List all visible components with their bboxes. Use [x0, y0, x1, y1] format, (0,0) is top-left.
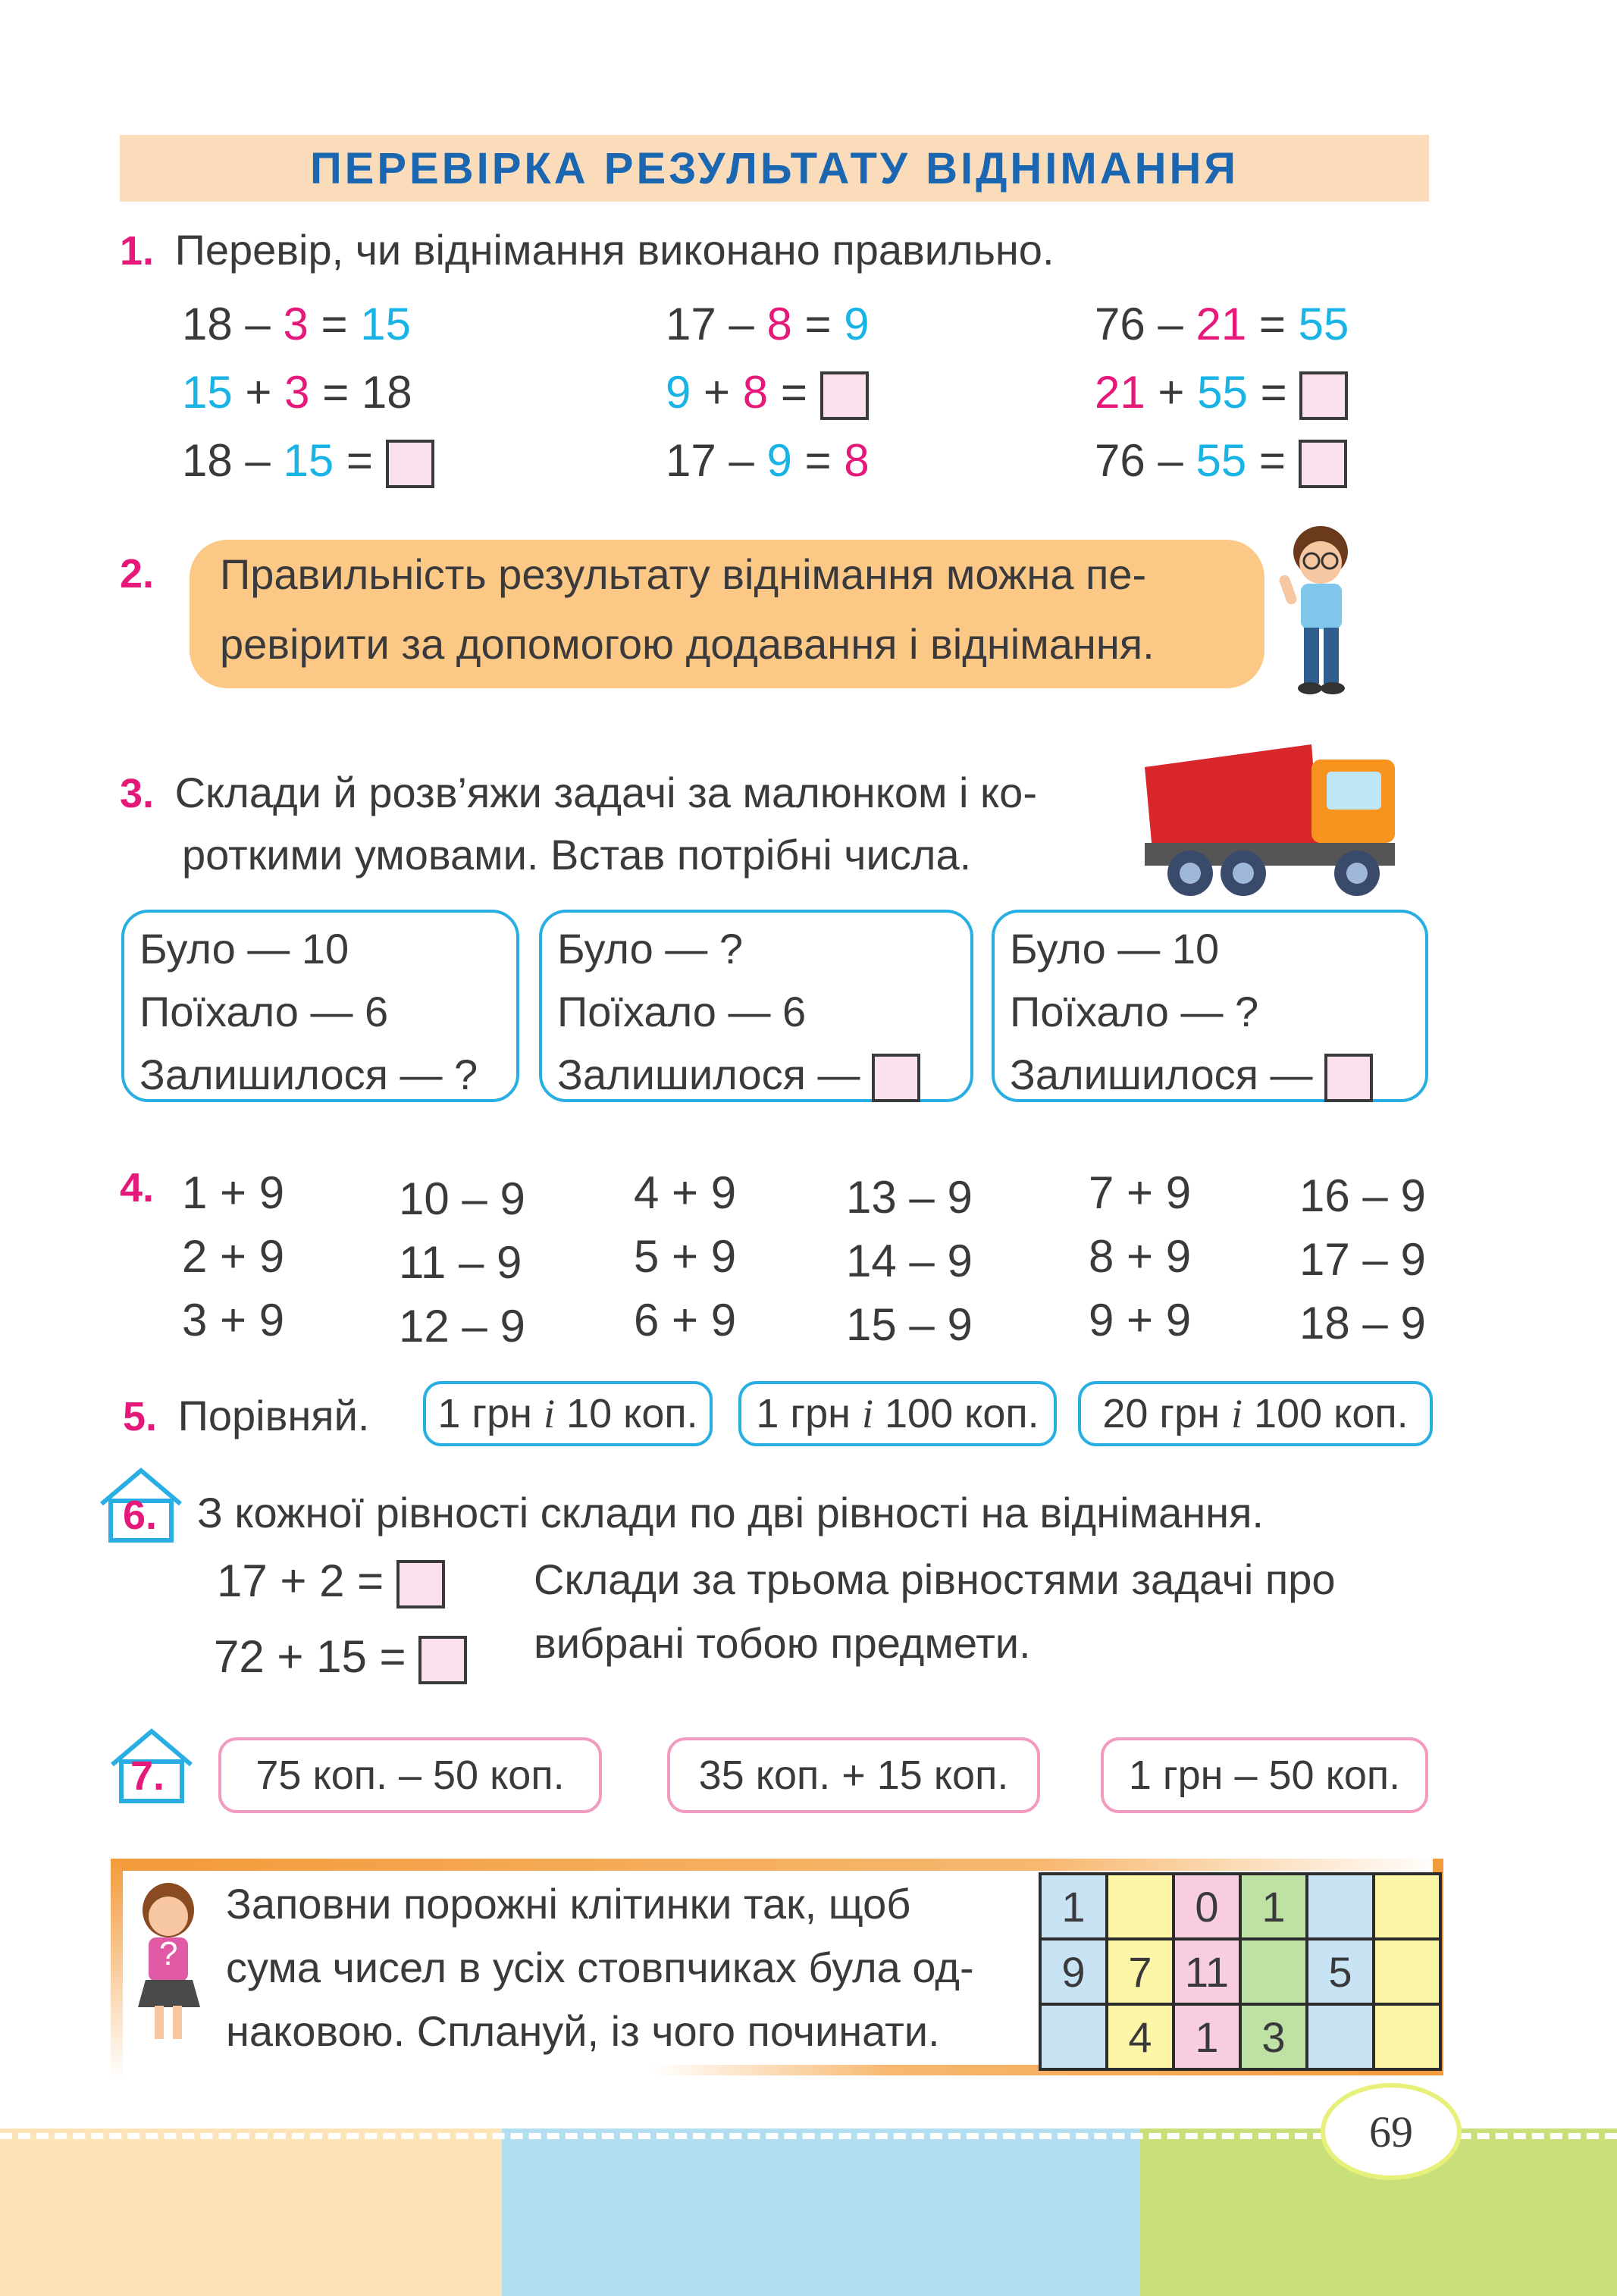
grid-cell: 3	[1240, 2004, 1307, 2069]
condition-box: Було — 10 Поїхало — ? Залишилося —	[992, 910, 1428, 1102]
page-number: 69	[1369, 2106, 1413, 2157]
footer-strip-orange	[0, 2128, 502, 2296]
task-text: Порівняй.	[177, 1392, 370, 1439]
answer-box[interactable]	[418, 1636, 467, 1684]
task-number: 1.	[120, 228, 155, 274]
grid-cell: 11	[1174, 1939, 1240, 2004]
equation: 9 + 8 =	[666, 370, 869, 420]
puzzle-top-border	[111, 1859, 1443, 1871]
page-number-badge	[1321, 2083, 1462, 2180]
number-grid	[1039, 1872, 1442, 2071]
grid-cell: 5	[1307, 1939, 1374, 2004]
rule-box	[190, 540, 1264, 688]
task-number: 4.	[120, 1165, 155, 1211]
grid-cell: 7	[1107, 1939, 1174, 2004]
task-number: 5.	[123, 1394, 158, 1439]
puzzle-text: Заповни порожні клітинки так, щоб сума чисел в усіх стовпчиках була од- наковою. Сплануй, із чого починати.	[226, 1880, 974, 2055]
answer-box[interactable]	[386, 440, 434, 488]
grid-cell: 4	[1107, 2004, 1174, 2069]
expression-column: 16 – 9 17 – 9 18 – 9	[1299, 1170, 1426, 1348]
expression-column: 13 – 9 14 – 9 15 – 9	[846, 1172, 973, 1350]
compare-box: 20 грн і 100 коп.	[1078, 1381, 1433, 1446]
task-number: 6.	[123, 1493, 158, 1538]
grid-cell: 1	[1240, 1874, 1307, 1939]
task-text: роткими умовами. Встав потрібні числа.	[182, 831, 972, 879]
boy-illustration	[1274, 522, 1372, 697]
truck-illustration	[1137, 729, 1410, 902]
footer-strip-blue	[502, 2128, 1140, 2296]
section-title: ПЕРЕВІРКА РЕЗУЛЬТАТУ ВІДНІМАННЯ	[309, 143, 1239, 193]
equation: 76 – 55 =	[1095, 438, 1347, 488]
grid-cell: 1	[1040, 1874, 1107, 1939]
answer-box[interactable]	[396, 1560, 445, 1608]
equation: 21 + 55 =	[1095, 370, 1348, 420]
answer-box[interactable]	[1299, 440, 1347, 488]
task-number: 2.	[120, 551, 155, 597]
grid-cell[interactable]	[1374, 1939, 1440, 2004]
compare-box: 1 грн і 10 коп.	[423, 1381, 713, 1446]
task-3-heading	[120, 769, 1037, 816]
equation: 72 + 15 =	[214, 1634, 467, 1684]
grid-cell[interactable]	[1374, 2004, 1440, 2069]
compare-box: 1 грн і 100 коп.	[738, 1381, 1057, 1446]
task-text: Склади й розв’яжи задачі за малюнком і ко-	[174, 769, 1037, 816]
money-expression-box: 75 коп. – 50 коп.	[218, 1737, 602, 1813]
answer-box[interactable]	[820, 371, 869, 420]
task-number: 7.	[130, 1753, 165, 1799]
expression-column: 1 + 9 2 + 9 3 + 9	[182, 1167, 285, 1345]
task-text: Склади за трьома рівностями задачі про	[534, 1555, 1336, 1603]
equation: 15 + 3 = 18	[182, 367, 412, 418]
grid-cell: 9	[1040, 1939, 1107, 2004]
grid-cell[interactable]	[1107, 1874, 1174, 1939]
equation: 17 – 9 = 8	[666, 435, 870, 486]
puzzle-left-border	[111, 1859, 123, 2078]
grid-cell[interactable]	[1240, 1939, 1307, 2004]
answer-box[interactable]	[872, 1054, 920, 1102]
svg-text:?: ?	[159, 1935, 178, 1972]
grid-cell: 0	[1174, 1874, 1240, 1939]
money-expression-box: 35 коп. + 15 коп.	[667, 1737, 1040, 1813]
equation: 18 – 3 = 15	[182, 299, 411, 349]
condition-box: Було — 10 Поїхало — 6 Залишилося — ?	[121, 910, 519, 1102]
task-number: 3.	[120, 771, 155, 816]
grid-cell[interactable]	[1307, 1874, 1374, 1939]
equation: 17 – 8 = 9	[666, 299, 870, 349]
money-expression-box: 1 грн – 50 коп.	[1101, 1737, 1428, 1813]
expression-column: 7 + 9 8 + 9 9 + 9	[1089, 1167, 1192, 1345]
task-text: Перевір, чи віднімання виконано правильно.	[174, 226, 1054, 274]
section-header	[120, 135, 1429, 202]
answer-box[interactable]	[1324, 1054, 1373, 1102]
equation: 17 + 2 =	[217, 1558, 445, 1608]
task-text: вибрані тобою предмети.	[534, 1619, 1031, 1667]
answer-box[interactable]	[1299, 371, 1348, 420]
task-text: З кожної рівності склади по дві рівності на віднімання.	[197, 1489, 1264, 1536]
grid-cell[interactable]	[1307, 2004, 1374, 2069]
rule-text: ревірити за допомогою додавання і віднімання.	[220, 620, 1155, 668]
expression-column: 10 – 9 11 – 9 12 – 9	[399, 1173, 525, 1352]
grid-cell[interactable]	[1040, 2004, 1107, 2069]
equation: 18 – 15 =	[182, 438, 434, 488]
equation: 76 – 21 = 55	[1095, 299, 1349, 349]
task-1-heading	[120, 226, 1054, 274]
girl-illustration	[129, 1880, 209, 2047]
task-5-heading	[123, 1392, 370, 1439]
expression-column: 4 + 9 5 + 9 6 + 9	[634, 1167, 737, 1345]
rule-text: Правильність результату віднімання можна пе-	[220, 550, 1147, 598]
grid-cell[interactable]	[1374, 1874, 1440, 1939]
condition-box: Було — ? Поїхало — 6 Залишилося —	[539, 910, 973, 1102]
grid-cell: 1	[1174, 2004, 1240, 2069]
